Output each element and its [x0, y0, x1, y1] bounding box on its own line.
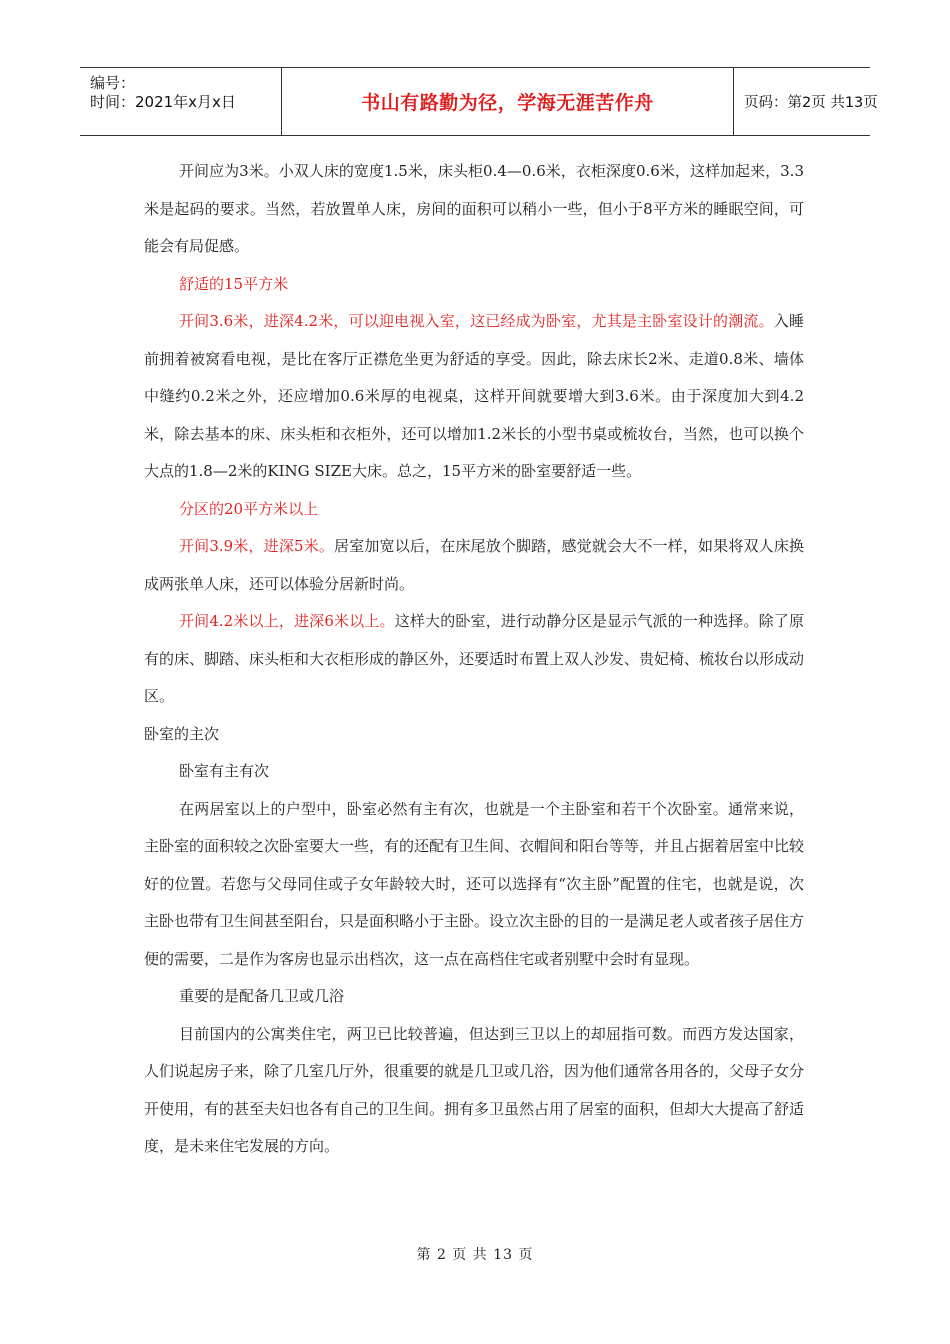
paragraph: [144, 266, 804, 304]
paragraph: [144, 153, 804, 266]
header-left-cell: [80, 68, 282, 135]
paragraph-text: 居室加宽以后，在床尾放个脚踏，感觉就会大不一样，如果将双人床换成两张单人床，还可以体验分居新时尚。: [144, 537, 804, 593]
serial-label: 编号：: [90, 74, 136, 92]
header-motto-cell: [282, 68, 734, 135]
highlighted-text: 开间3.6米，进深4.2米，可以迎电视入室，这已经成为卧室，尤其是主卧室设计的潮流。: [179, 312, 774, 330]
paragraph: [144, 716, 804, 754]
paragraph: [144, 978, 804, 1016]
paragraph-text: 这样大的卧室，进行动静分区是显示气派的一种选择。除了原有的床、脚踏、床头柜和大衣柜形成的静区外，还要适时布置上双人沙发、贵妃椅、梳妆台以形成动区。: [144, 612, 805, 705]
highlighted-text: 开间3.9米，进深5米。: [179, 537, 335, 555]
paragraph: [144, 603, 804, 716]
paragraph-text: 开间应为3米。小双人床的宽度1.5米，床头柜0.4—0.6米，衣柜深度0.6米，这样加起来，3.3米是起码的要求。当然，若放置单人床，房间的面积可以稍小一些，但小于8平方米的睡眠空间，可能会有局促感。: [144, 162, 804, 255]
header-right-cell: [734, 68, 878, 135]
paragraph-text: 卧室的主次: [144, 724, 220, 743]
paragraph: [144, 753, 804, 791]
paragraph-text: 重要的是配备几卫或几浴: [179, 987, 345, 1005]
paragraph-text: 入睡前拥着被窝看电视，是比在客厅正襟危坐更为舒适的享受。因此，除去床长2米、走道0.8米、墙体中缝约0.2米之外，还应增加0.6米厚的电视桌，这样开间就要增大到3.6米。由于深度加大到4.2米，除去基本的床、床头柜和衣柜外，还可以增加1.2米长的小型书桌或梳妆台，当然，也可以换个大点的1.8—2米的KING SIZE大床。总之，15平方米的卧室要舒适一些。: [144, 312, 804, 480]
page-footer: 第 2 页 共 13 页: [416, 1247, 534, 1263]
paragraph: [144, 491, 804, 529]
paragraph-text: 在两居室以上的户型中，卧室必然有主有次，也就是一个主卧室和若干个次卧室。通常来说，主卧室的面积较之次卧室要大一些，有的还配有卫生间、衣帽间和阳台等等，并且占据着居室中比较好的位置。若您与父母同住或子女年龄较大时，还可以选择有“次主卧”配置的住宅，也就是说，次主卧也带有卫生间甚至阳台，只是面积略小于主卧。设立次主卧的目的一是满足老人或者孩子居住方便的需要，二是作为客房也显示出档次，这一点在高档住宅或者别墅中会时有显现。: [144, 799, 805, 968]
paragraph-text: 卧室有主有次: [179, 762, 270, 780]
highlighted-text: 分区的20平方米以上: [179, 499, 319, 518]
time-label: 时间：2021年x月x日: [90, 93, 236, 111]
paragraph: [144, 791, 804, 979]
document-body: [144, 153, 804, 1166]
paragraph: [144, 528, 804, 603]
highlighted-text: 开间4.2米以上，进深6米以上。: [179, 612, 395, 630]
motto: 书山有路勤为径，学海无涯苦作舟: [361, 92, 654, 114]
page-header: [80, 67, 878, 136]
page-code: 页码：第2页 共13页: [744, 95, 878, 111]
paragraph: [144, 1016, 804, 1166]
paragraph-text: 目前国内的公寓类住宅，两卫已比较普遍，但达到三卫以上的却屈指可数。而西方发达国家，人们说起房子来，除了几室几厅外，很重要的就是几卫或几浴，因为他们通常各用各的，父母子女分开使用，有的甚至夫妇也各有自己的卫生间。拥有多卫虽然占用了居室的面积，但却大大提高了舒适度，是未来住宅发展的方向。: [144, 1024, 805, 1155]
paragraph: [144, 303, 804, 491]
highlighted-text: 舒适的15平方米: [179, 274, 289, 293]
